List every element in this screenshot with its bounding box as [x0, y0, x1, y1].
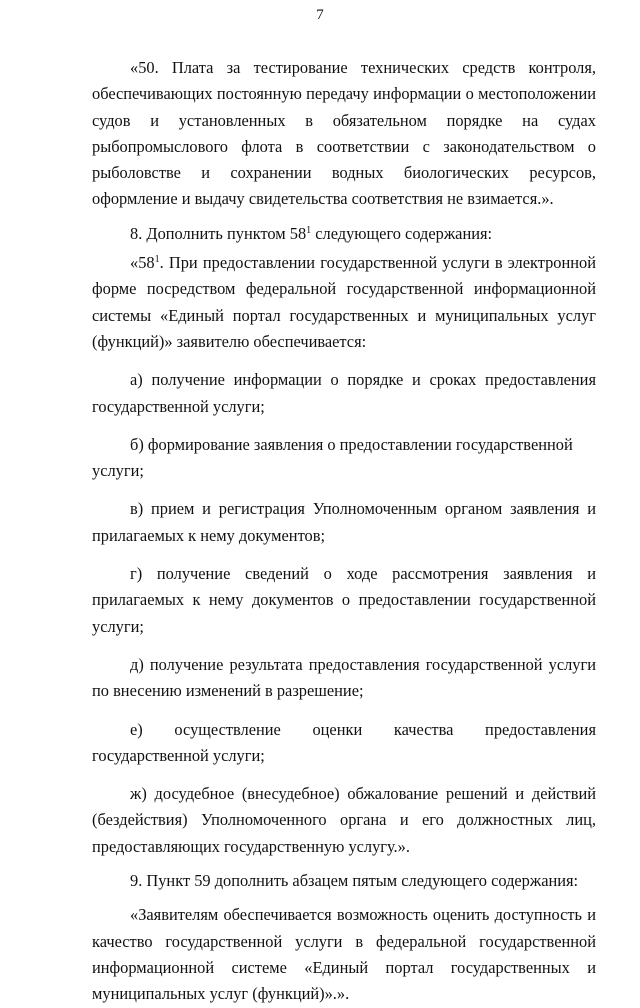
- paragraph-last: «Заявителям обеспечивается возможность оценить доступность и качество государственной услуги в федеральной государственной информационной системе «Единый портал государственных и муниципальных услуг (функций)».».: [92, 905, 596, 1004]
- subitem-d: д) получение результата предоставления государственной услуги по внесению изменений в разрешение;: [92, 654, 596, 701]
- item-8: [92, 221, 596, 247]
- item-8-text-end: следующего содержания:: [311, 223, 493, 243]
- paragraph-50: «50. Плата за тестирование технических средств контроля, обеспечивающих постоянную передачу информации о местоположении судов и установленных в обязательном порядке на судах рыбопромыслового флота в соответствии с законодательством о рыболовстве и сохранении водных биологических ресурсов, оформление и выдачу свидетельства соответствия не взимается.».: [92, 58, 596, 209]
- paragraph-58-1-superscript: 1: [154, 254, 160, 266]
- subitem-a: а) получение информации о порядке и сроках предоставления государственной услуги;: [92, 370, 596, 416]
- item-9: 9. Пункт 59 дополнить абзацем пятым следующего содержания:: [130, 871, 579, 891]
- page-number: 7: [316, 7, 324, 23]
- paragraph-58-1: [92, 250, 596, 355]
- paragraph-58-1-start: «58: [130, 253, 155, 273]
- subitem-e: е) осуществление оценки качества предоставления государственной услуги;: [92, 719, 596, 765]
- subitem-g: г) получение сведений о ходе рассмотрения заявления и прилагаемых к нему документов о предоставлении государственной услуги;: [92, 564, 596, 636]
- item-8-superscript: 1: [306, 224, 312, 236]
- subitem-v: в) прием и регистрация Уполномоченным органом заявления и прилагаемых к нему документов;: [92, 499, 596, 545]
- subitem-b: б) формирование заявления о предоставлении государственной услуги;: [92, 434, 573, 481]
- item-8-text: 8. Дополнить пунктом 58: [130, 223, 307, 243]
- paragraph-58-1-text: . При предоставлении государственной услуги в электронной форме посредством федеральной государственной информационной системы «Единый портал государственных и муниципальных услуг (функций)» заявителю обеспечивается:: [92, 253, 596, 351]
- document-body: [92, 55, 596, 1008]
- subitem-zh: ж) досудебное (внесудебное) обжалование решений и действий (бездействия) Уполномоченного органа и его должностных лиц, предоставляющих государственную услугу.».: [92, 784, 596, 856]
